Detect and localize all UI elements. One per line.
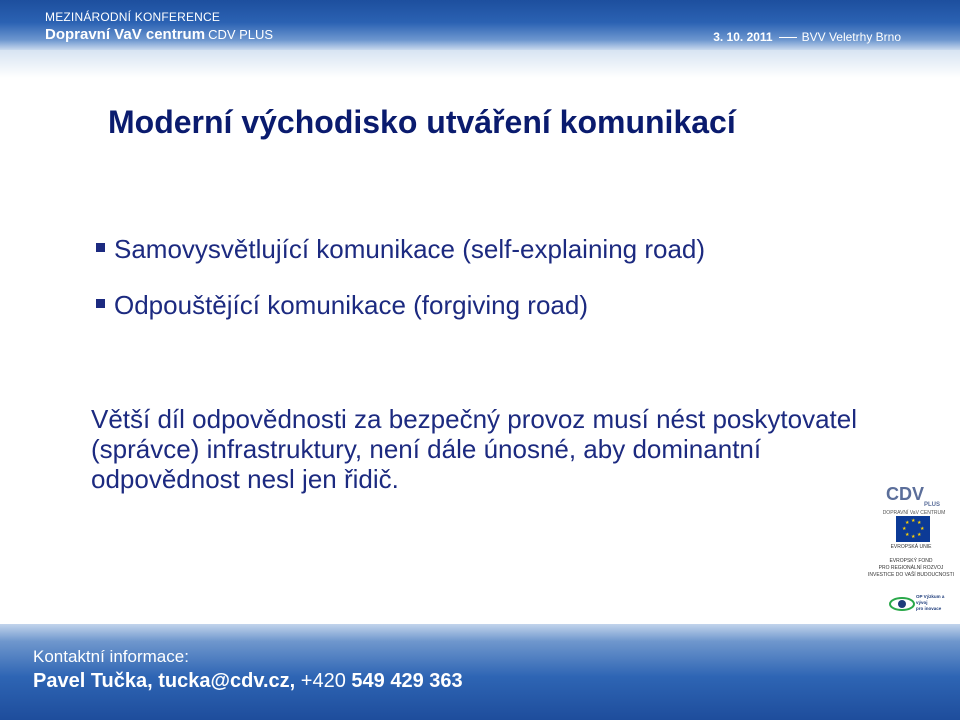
contact-info — [33, 670, 463, 693]
svg-text:CDV: CDV — [886, 484, 925, 504]
conference-label: MEZINÁRODNÍ KONFERENCE — [45, 10, 221, 24]
fund-line: INVESTICE DO VAŠÍ BUDOUCNOSTI — [867, 572, 955, 578]
phone-prefix: +420 — [300, 670, 346, 692]
contact-label: Kontaktní informace: — [33, 647, 189, 666]
cdv-plus-logo-icon — [884, 480, 942, 510]
sponsor-logos — [860, 476, 956, 624]
op-text — [916, 594, 956, 612]
eu-label: EVROPSKÁ UNIE — [890, 544, 932, 550]
conference-date-venue — [713, 30, 901, 44]
op-line: pro inovace — [916, 606, 942, 611]
bullet-text: Odpouštějící komunikace (forgiving road) — [114, 290, 589, 320]
conference-venue: BVV Veletrhy Brno — [801, 30, 901, 44]
fund-line: EVROPSKÝ FOND — [889, 558, 933, 564]
dash-divider — [779, 37, 797, 38]
body-paragraph: Větší díl odpovědnosti za bezpečný provoz musí nést poskytovatel (správce) infrastruktury, není dále únosné, aby dominantní odpovědnost nesl jen řidič. — [91, 404, 857, 494]
eu-flag-icon: ★ ★ ★ ★ ★ ★ ★ ★ — [896, 516, 930, 542]
phone-number: 549 429 363 — [351, 670, 463, 692]
fund-line: PRO REGIONÁLNÍ ROZVOJ — [878, 565, 944, 571]
cdv-subtitle: DOPRAVNÍ VaV CENTRUM — [882, 510, 946, 516]
conference-name — [45, 26, 273, 43]
conference-name-sub: CDV PLUS — [208, 27, 274, 42]
contact-name-email: Pavel Tučka, tucka@cdv.cz, — [33, 670, 296, 692]
op-line: OP Výzkum a vývoj — [916, 594, 945, 605]
square-bullet-icon — [96, 299, 105, 308]
conference-date: 3. 10. 2011 — [713, 30, 773, 44]
square-bullet-icon — [96, 243, 105, 252]
svg-text:PLUS: PLUS — [924, 502, 941, 508]
slide-title: Moderní východisko utváření komunikací — [108, 104, 736, 140]
bullet-text: Samovysvětlující komunikace (self-explaining road) — [114, 234, 706, 264]
conference-name-main: Dopravní VaV centrum — [45, 26, 206, 43]
fund-text — [866, 558, 956, 579]
header-fade — [0, 50, 960, 78]
